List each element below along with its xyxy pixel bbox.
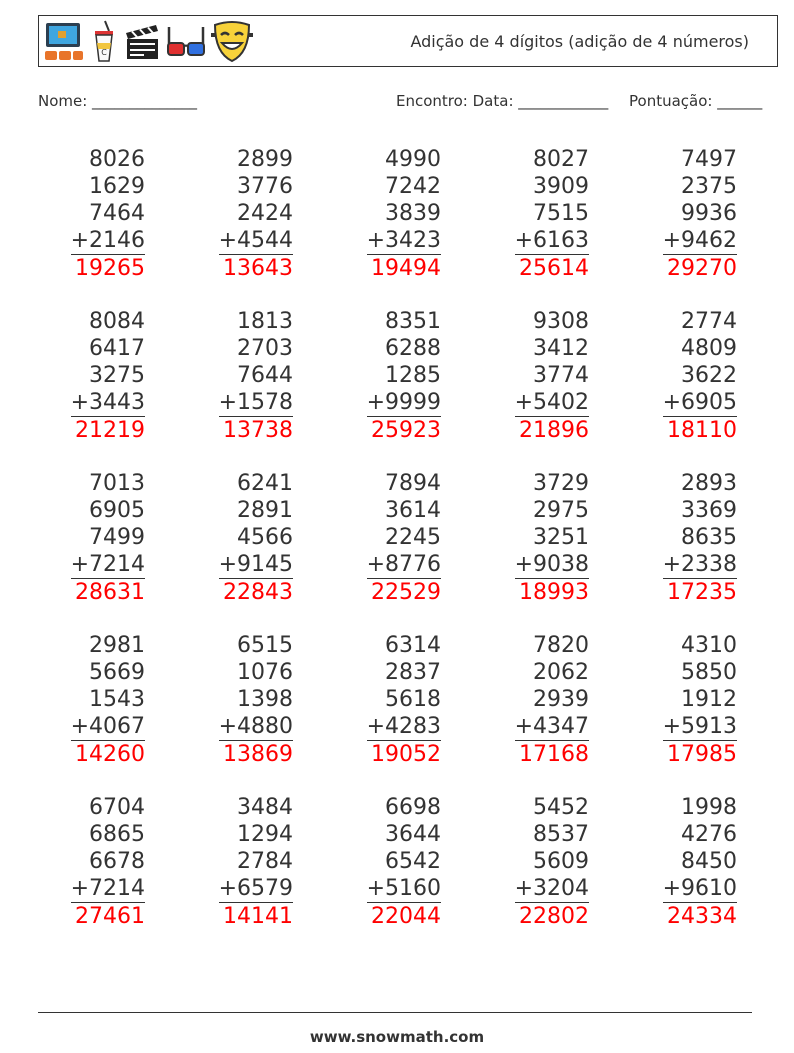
last-addend-row [173, 551, 293, 579]
addition-problem [469, 632, 589, 769]
last-addend: +5160 [366, 876, 441, 901]
last-addend: +9038 [514, 552, 589, 577]
addend: 1912 [681, 687, 737, 712]
addition-problem [469, 146, 589, 283]
addend: 7644 [237, 363, 293, 388]
addition-problem [469, 470, 589, 607]
last-addend-row [25, 389, 145, 417]
addition-problem [173, 470, 293, 607]
last-addend-row [321, 875, 441, 903]
last-addend: +2338 [662, 552, 737, 577]
last-addend: +7214 [70, 552, 145, 577]
addend: 2784 [237, 849, 293, 874]
last-addend-row [617, 227, 737, 255]
last-addend: +6163 [514, 228, 589, 253]
addend: 9936 [681, 201, 737, 226]
last-addend-row [173, 227, 293, 255]
addend: 2703 [237, 336, 293, 361]
addend: 4310 [681, 633, 737, 658]
addend: 3839 [385, 201, 441, 226]
last-addend-row [617, 713, 737, 741]
addition-problem [173, 308, 293, 445]
answer: 19494 [371, 256, 441, 281]
last-addend: +6579 [218, 876, 293, 901]
last-addend: +9610 [662, 876, 737, 901]
last-addend: +6905 [662, 390, 737, 415]
addend: 8351 [385, 309, 441, 334]
addition-problem [469, 794, 589, 931]
addition-problem [25, 794, 145, 931]
addend: 3644 [385, 822, 441, 847]
answer: 17168 [519, 742, 589, 767]
answer: 22044 [371, 904, 441, 929]
addend: 1285 [385, 363, 441, 388]
answer: 25923 [371, 418, 441, 443]
last-addend: +4347 [514, 714, 589, 739]
last-addend-row [321, 551, 441, 579]
last-addend-row [617, 551, 737, 579]
addend: 6865 [89, 822, 145, 847]
addition-problem [617, 146, 737, 283]
last-addend: +4067 [70, 714, 145, 739]
addition-problem [321, 470, 441, 607]
answer: 25614 [519, 256, 589, 281]
addend: 1294 [237, 822, 293, 847]
addend: 4809 [681, 336, 737, 361]
addend: 7242 [385, 174, 441, 199]
last-addend-row [321, 227, 441, 255]
addend: 3275 [89, 363, 145, 388]
last-addend-row [173, 713, 293, 741]
addend: 2975 [533, 498, 589, 523]
addend: 5850 [681, 660, 737, 685]
addend: 2899 [237, 147, 293, 172]
answer: 18993 [519, 580, 589, 605]
addend: 2939 [533, 687, 589, 712]
addend: 6314 [385, 633, 441, 658]
last-addend: +9999 [366, 390, 441, 415]
addition-problem [25, 632, 145, 769]
addend: 3729 [533, 471, 589, 496]
drink-cup-icon [89, 19, 119, 63]
addend: 2424 [237, 201, 293, 226]
date-field: Encontro: Data: ____________ [396, 92, 609, 110]
last-addend: +9462 [662, 228, 737, 253]
addend: 5618 [385, 687, 441, 712]
last-addend: +9145 [218, 552, 293, 577]
last-addend-row [469, 713, 589, 741]
addend: 2893 [681, 471, 737, 496]
addend: 5452 [533, 795, 589, 820]
score-field: Pontuação: ______ [629, 92, 763, 110]
addend: 6698 [385, 795, 441, 820]
last-addend: +3443 [70, 390, 145, 415]
addend: 5609 [533, 849, 589, 874]
answer: 17985 [667, 742, 737, 767]
addend: 3774 [533, 363, 589, 388]
answer: 14260 [75, 742, 145, 767]
addend: 3909 [533, 174, 589, 199]
answer: 19265 [75, 256, 145, 281]
last-addend: +5913 [662, 714, 737, 739]
addition-problem [469, 308, 589, 445]
addend: 6704 [89, 795, 145, 820]
addend: 3622 [681, 363, 737, 388]
addend: 6288 [385, 336, 441, 361]
last-addend-row [617, 389, 737, 417]
footer-site: www.snowmath.com [309, 1028, 485, 1046]
addend: 1998 [681, 795, 737, 820]
addend: 2981 [89, 633, 145, 658]
addend: 2837 [385, 660, 441, 685]
addend: 7820 [533, 633, 589, 658]
answer: 21896 [519, 418, 589, 443]
addend: 2774 [681, 309, 737, 334]
addend: 7464 [89, 201, 145, 226]
last-addend: +2146 [70, 228, 145, 253]
last-addend-row [173, 389, 293, 417]
addend: 8537 [533, 822, 589, 847]
addition-problem [25, 470, 145, 607]
addition-problem [25, 146, 145, 283]
last-addend-row [173, 875, 293, 903]
answer: 17235 [667, 580, 737, 605]
addend: 3369 [681, 498, 737, 523]
addend: 5669 [89, 660, 145, 685]
last-addend-row [469, 551, 589, 579]
addend: 8084 [89, 309, 145, 334]
addend: 8027 [533, 147, 589, 172]
answer: 13869 [223, 742, 293, 767]
addend: 7497 [681, 147, 737, 172]
last-addend-row [25, 227, 145, 255]
addend: 7894 [385, 471, 441, 496]
computer-icon [43, 19, 85, 63]
addend: 1543 [89, 687, 145, 712]
addition-problem [173, 632, 293, 769]
last-addend: +8776 [366, 552, 441, 577]
addition-problem [321, 308, 441, 445]
addition-problem [617, 632, 737, 769]
svg-text:C: C [101, 48, 107, 57]
last-addend-row [321, 713, 441, 741]
addend: 8026 [89, 147, 145, 172]
last-addend: +4544 [218, 228, 293, 253]
addend: 7515 [533, 201, 589, 226]
answer: 28631 [75, 580, 145, 605]
answer: 22802 [519, 904, 589, 929]
addition-problem [25, 308, 145, 445]
addend: 3776 [237, 174, 293, 199]
last-addend: +7214 [70, 876, 145, 901]
addend: 6241 [237, 471, 293, 496]
answer: 24334 [667, 904, 737, 929]
addition-problem [617, 308, 737, 445]
answer: 14141 [223, 904, 293, 929]
addend: 2062 [533, 660, 589, 685]
answer: 13643 [223, 256, 293, 281]
addend: 1076 [237, 660, 293, 685]
addition-problem [617, 794, 737, 931]
header-icons [43, 18, 253, 64]
addend: 6678 [89, 849, 145, 874]
addend: 1813 [237, 309, 293, 334]
addend: 8450 [681, 849, 737, 874]
addend: 4990 [385, 147, 441, 172]
clapperboard-icon [123, 19, 161, 63]
addition-problem [321, 146, 441, 283]
addend: 6542 [385, 849, 441, 874]
addend: 8635 [681, 525, 737, 550]
addend: 3412 [533, 336, 589, 361]
last-addend: +1578 [218, 390, 293, 415]
addend: 1398 [237, 687, 293, 712]
addition-problem [173, 146, 293, 283]
last-addend-row [617, 875, 737, 903]
last-addend-row [25, 713, 145, 741]
addition-problem [321, 794, 441, 931]
addend: 3484 [237, 795, 293, 820]
last-addend: +3423 [366, 228, 441, 253]
answer: 19052 [371, 742, 441, 767]
last-addend: +3204 [514, 876, 589, 901]
last-addend-row [25, 551, 145, 579]
theater-mask-icon [211, 19, 253, 63]
last-addend-row [25, 875, 145, 903]
answer: 18110 [667, 418, 737, 443]
addend: 2245 [385, 525, 441, 550]
last-addend: +5402 [514, 390, 589, 415]
worksheet-title: Adição de 4 dígitos (adição de 4 números) [410, 32, 749, 51]
addend: 1629 [89, 174, 145, 199]
last-addend-row [469, 227, 589, 255]
addition-problem [173, 794, 293, 931]
answer: 13738 [223, 418, 293, 443]
answer: 29270 [667, 256, 737, 281]
addend: 7499 [89, 525, 145, 550]
last-addend-row [469, 389, 589, 417]
addend: 2891 [237, 498, 293, 523]
last-addend-row [321, 389, 441, 417]
addition-problem [617, 470, 737, 607]
last-addend: +4880 [218, 714, 293, 739]
addend: 3614 [385, 498, 441, 523]
header-box [38, 15, 778, 67]
last-addend: +4283 [366, 714, 441, 739]
addend: 3251 [533, 525, 589, 550]
last-addend-row [469, 875, 589, 903]
addend: 4566 [237, 525, 293, 550]
addend: 9308 [533, 309, 589, 334]
name-field: Nome: ______________ [38, 92, 198, 110]
answer: 22529 [371, 580, 441, 605]
3d-glasses-icon [165, 19, 207, 63]
addend: 2375 [681, 174, 737, 199]
addend: 6417 [89, 336, 145, 361]
answer: 27461 [75, 904, 145, 929]
addend: 7013 [89, 471, 145, 496]
answer: 21219 [75, 418, 145, 443]
footer-divider [38, 1012, 752, 1013]
addend: 4276 [681, 822, 737, 847]
addend: 6515 [237, 633, 293, 658]
addend: 6905 [89, 498, 145, 523]
addition-problem [321, 632, 441, 769]
answer: 22843 [223, 580, 293, 605]
